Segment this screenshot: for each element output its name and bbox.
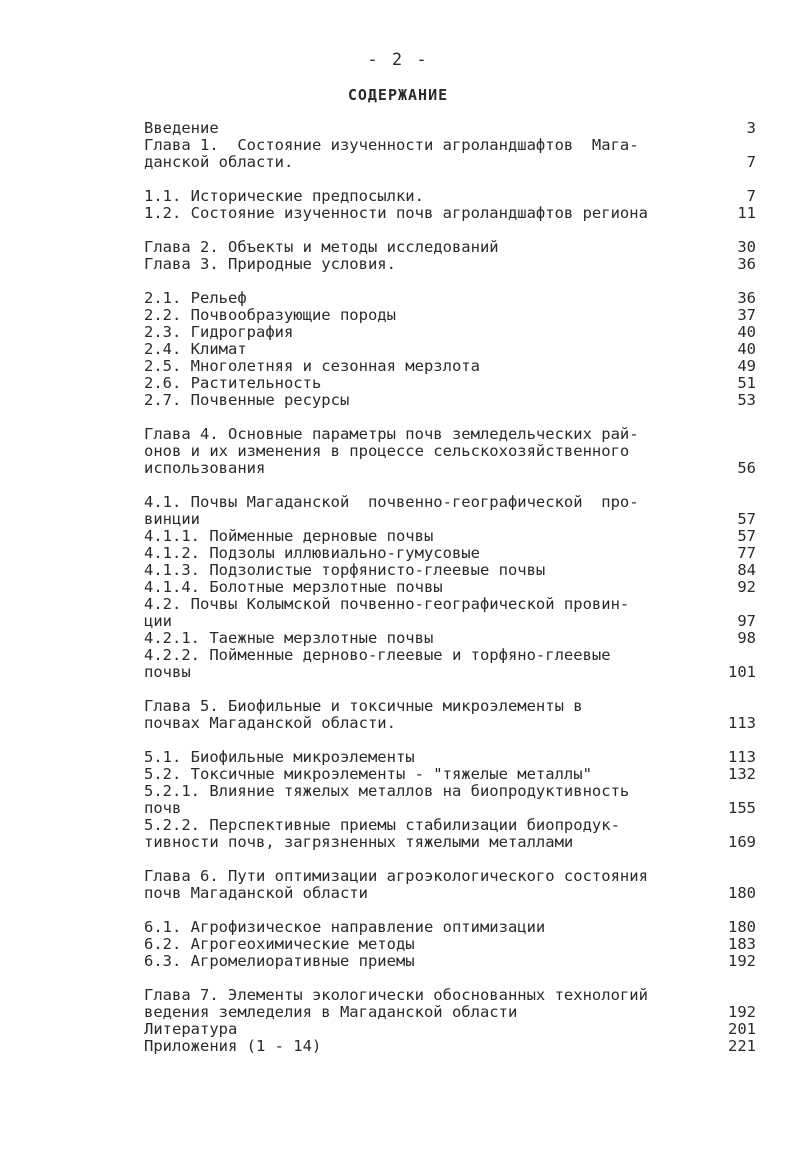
table-of-contents xyxy=(144,120,756,1055)
toc-entry-page: 113 xyxy=(728,714,756,732)
toc-entry xyxy=(144,341,756,358)
toc-entry-page: 201 xyxy=(728,1020,756,1038)
toc-spacer xyxy=(144,851,756,868)
toc-spacer xyxy=(144,171,756,188)
toc-entry-page: 53 xyxy=(737,391,756,409)
toc-entry-title: 6.2. Агрогеохимические методы xyxy=(144,935,415,953)
toc-entry-title: Приложения (1 - 14) xyxy=(144,1037,322,1055)
toc-spacer xyxy=(144,681,756,698)
toc-entry xyxy=(144,528,756,545)
toc-spacer xyxy=(144,222,756,239)
toc-entry-title: Глава 1. Состояние изученности агроландшафтов Мага- данской области. xyxy=(144,136,639,171)
toc-entry xyxy=(144,647,756,681)
toc-entry-title: 2.2. Почвообразующие породы xyxy=(144,306,396,324)
toc-spacer xyxy=(144,970,756,987)
toc-entry xyxy=(144,137,756,171)
toc-spacer xyxy=(144,409,756,426)
toc-entry-title: 2.1. Рельеф xyxy=(144,289,247,307)
toc-spacer xyxy=(144,273,756,290)
contents-heading: СОДЕРЖАНИЕ xyxy=(347,86,449,104)
toc-entry-page: 84 xyxy=(737,561,756,579)
toc-entry xyxy=(144,358,756,375)
toc-entry-page: 51 xyxy=(737,374,756,392)
toc-entry-page: 7 xyxy=(746,187,756,205)
toc-entry xyxy=(144,953,756,970)
toc-entry-page: 56 xyxy=(737,459,756,477)
toc-entry-title: Глава 2. Объекты и методы исследований xyxy=(144,238,499,256)
toc-entry-title: 4.2.1. Таежные мерзлотные почвы xyxy=(144,629,434,647)
toc-entry-title: 1.1. Исторические предпосылки. xyxy=(144,187,424,205)
toc-entry xyxy=(144,545,756,562)
toc-entry-title: 4.2.2. Пойменные дерново-глеевые и торфяно-глеевые почвы xyxy=(144,646,611,681)
toc-entry xyxy=(144,1021,756,1038)
toc-entry-page: 132 xyxy=(728,765,756,783)
toc-entry-title: 6.3. Агромелиоративные приемы xyxy=(144,952,415,970)
toc-entry-title: Глава 3. Природные условия. xyxy=(144,255,396,273)
toc-entry xyxy=(144,290,756,307)
toc-entry-page: 37 xyxy=(737,306,756,324)
toc-entry-title: 5.2.2. Перспективные приемы стабилизации биопродук- тивности почв, загрязненных тяжелыми металлами xyxy=(144,816,620,851)
toc-entry xyxy=(144,817,756,851)
toc-entry-page: 183 xyxy=(728,935,756,953)
toc-entry xyxy=(144,392,756,409)
toc-entry xyxy=(144,307,756,324)
toc-entry-title: 5.2. Токсичные микроэлементы - "тяжелые металлы" xyxy=(144,765,592,783)
toc-entry-title: Глава 7. Элементы экологически обоснованных технологий ведения земледелия в Магаданской области xyxy=(144,986,648,1021)
toc-entry-title: 2.4. Климат xyxy=(144,340,247,358)
toc-entry xyxy=(144,783,756,817)
toc-entry-title: 4.1.2. Подзолы иллювиально-гумусовые xyxy=(144,544,480,562)
toc-entry-title: Глава 6. Пути оптимизации агроэкологического состояния почв Магаданской области xyxy=(144,867,648,902)
toc-entry-page: 92 xyxy=(737,578,756,596)
toc-entry xyxy=(144,579,756,596)
toc-entry-page: 113 xyxy=(728,748,756,766)
toc-entry-page: 57 xyxy=(737,527,756,545)
toc-entry-title: Глава 5. Биофильные и токсичные микроэлементы в почвах Магаданской области. xyxy=(144,697,583,732)
toc-entry xyxy=(144,375,756,392)
toc-entry-page: 11 xyxy=(737,204,756,222)
toc-entry-title: 5.1. Биофильные микроэлементы xyxy=(144,748,415,766)
toc-entry xyxy=(144,630,756,647)
toc-entry xyxy=(144,868,756,902)
toc-entry-page: 3 xyxy=(746,119,756,137)
toc-entry xyxy=(144,426,756,477)
toc-entry-page: 101 xyxy=(728,663,756,681)
toc-entry-page: 49 xyxy=(737,357,756,375)
toc-entry-page: 180 xyxy=(728,918,756,936)
toc-entry xyxy=(144,256,756,273)
toc-entry xyxy=(144,1038,756,1055)
toc-entry-title: 2.7. Почвенные ресурсы xyxy=(144,391,350,409)
toc-entry-page: 221 xyxy=(728,1037,756,1055)
toc-entry-title: 6.1. Агрофизическое направление оптимизации xyxy=(144,918,546,936)
page-number: - 2 - xyxy=(367,50,429,70)
toc-entry-title: Литература xyxy=(144,1020,238,1038)
toc-spacer xyxy=(144,902,756,919)
toc-entry-title: 4.1.3. Подзолистые торфянисто-глеевые почвы xyxy=(144,561,546,579)
toc-entry-page: 192 xyxy=(728,1003,756,1021)
toc-entry-page: 192 xyxy=(728,952,756,970)
toc-entry-page: 36 xyxy=(737,289,756,307)
toc-entry xyxy=(144,749,756,766)
toc-spacer xyxy=(144,732,756,749)
toc-entry xyxy=(144,188,756,205)
toc-entry-page: 40 xyxy=(737,340,756,358)
toc-entry-page: 57 xyxy=(737,510,756,528)
toc-entry xyxy=(144,324,756,341)
toc-entry-title: 4.1.1. Пойменные дерновые почвы xyxy=(144,527,434,545)
toc-spacer xyxy=(144,477,756,494)
toc-entry xyxy=(144,987,756,1021)
toc-entry-page: 155 xyxy=(728,799,756,817)
toc-entry-page: 180 xyxy=(728,884,756,902)
toc-entry-title: 1.2. Состояние изученности почв агроландшафтов региона xyxy=(144,204,648,222)
toc-entry xyxy=(144,239,756,256)
toc-entry xyxy=(144,494,756,528)
toc-entry xyxy=(144,698,756,732)
toc-entry-title: 2.6. Растительность xyxy=(144,374,322,392)
toc-entry-title: 4.2. Почвы Колымской почвенно-географической провин- ции xyxy=(144,595,630,630)
toc-entry-title: 5.2.1. Влияние тяжелых металлов на биопродуктивность почв xyxy=(144,782,630,817)
toc-entry-title: Глава 4. Основные параметры почв земледельческих рай- онов и их изменения в процессе сельскохозяйственного использования xyxy=(144,425,639,477)
toc-entry xyxy=(144,766,756,783)
toc-entry xyxy=(144,205,756,222)
toc-entry-title: 2.3. Гидрография xyxy=(144,323,294,341)
toc-entry-page: 7 xyxy=(746,153,756,171)
toc-entry xyxy=(144,120,756,137)
toc-entry-page: 97 xyxy=(737,612,756,630)
toc-entry-page: 40 xyxy=(737,323,756,341)
toc-entry-title: Введение xyxy=(144,119,219,137)
toc-entry-page: 30 xyxy=(737,238,756,256)
toc-entry xyxy=(144,919,756,936)
toc-entry xyxy=(144,596,756,630)
toc-entry xyxy=(144,562,756,579)
toc-entry xyxy=(144,936,756,953)
toc-entry-title: 2.5. Многолетняя и сезонная мерзлота xyxy=(144,357,480,375)
toc-entry-page: 36 xyxy=(737,255,756,273)
toc-entry-title: 4.1. Почвы Магаданской почвенно-географической про- винции xyxy=(144,493,639,528)
toc-entry-page: 77 xyxy=(737,544,756,562)
toc-entry-page: 169 xyxy=(728,833,756,851)
toc-entry-page: 98 xyxy=(737,629,756,647)
toc-entry-title: 4.1.4. Болотные мерзлотные почвы xyxy=(144,578,443,596)
